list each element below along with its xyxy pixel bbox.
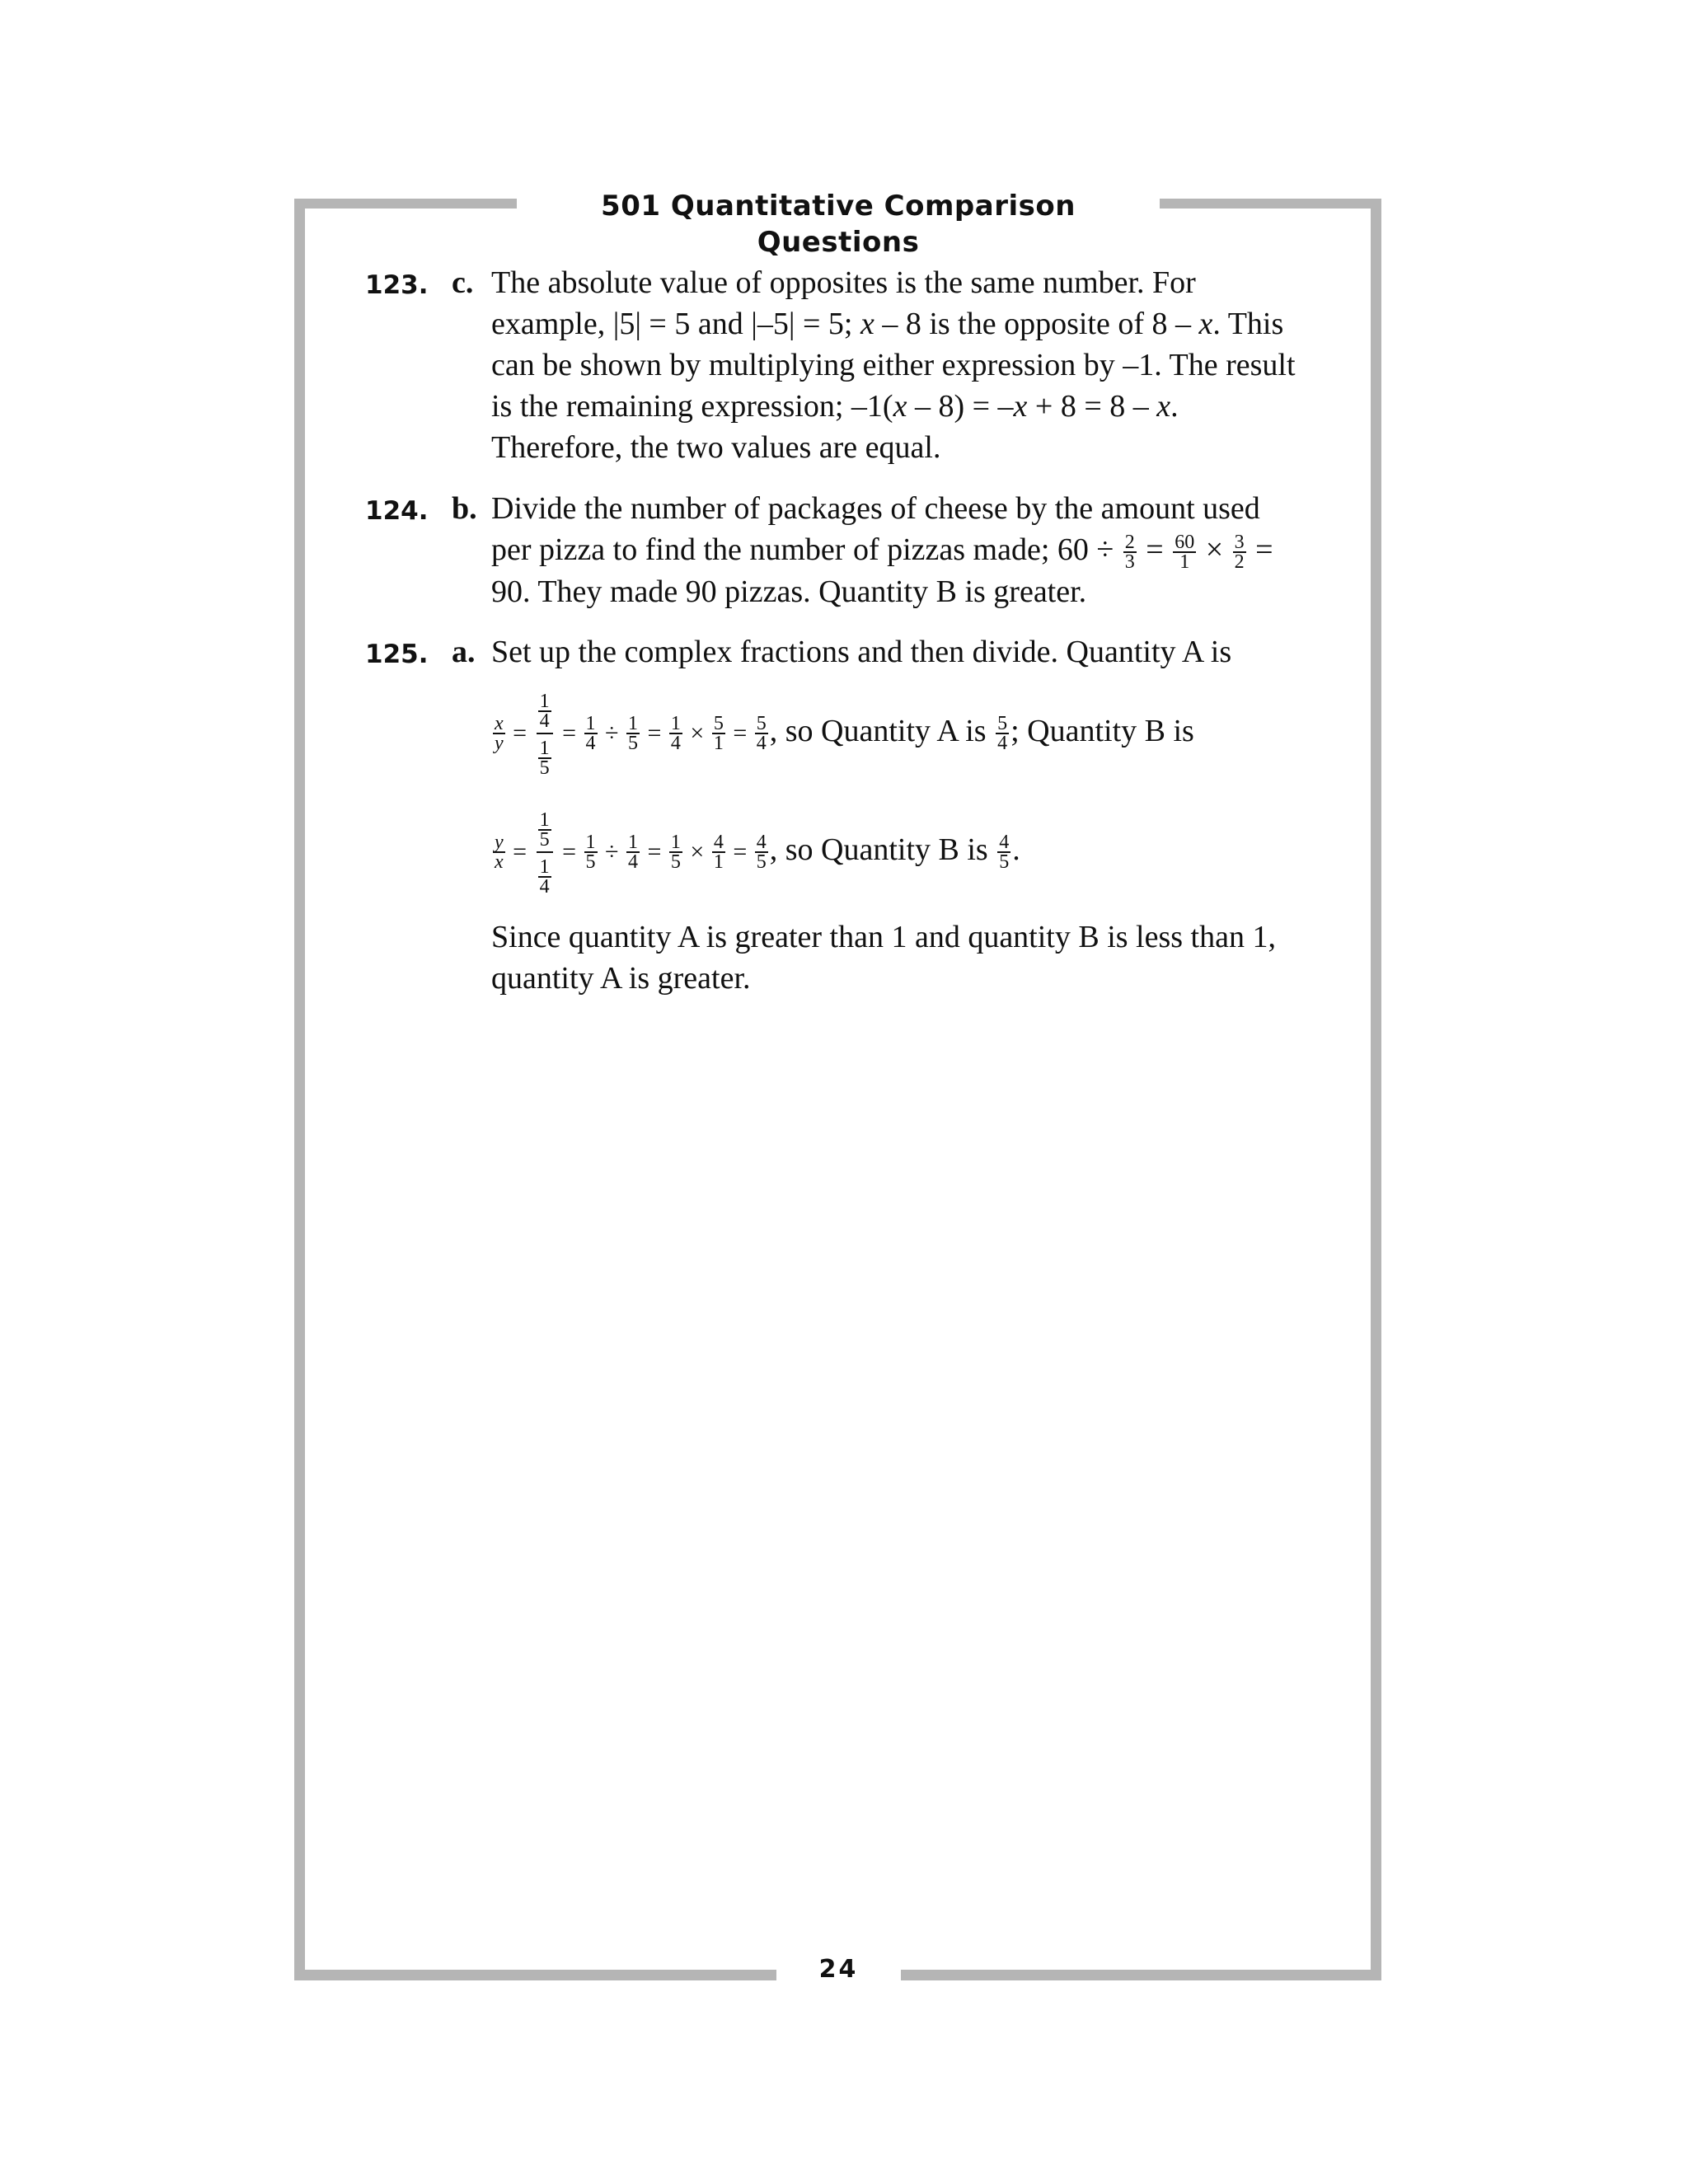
- variable: x: [860, 307, 874, 341]
- answer-letter: a.: [452, 635, 476, 669]
- frame-left: [294, 199, 305, 1980]
- numerator: 5: [756, 713, 767, 735]
- variable: x: [1198, 307, 1213, 341]
- numerator: y: [495, 832, 504, 854]
- fraction: [1123, 532, 1137, 574]
- text-run: + 8 = 8 –: [1027, 389, 1157, 424]
- text-line: [491, 303, 1340, 344]
- denominator: 2: [1234, 551, 1245, 574]
- complex-fraction-bottom: [537, 853, 553, 898]
- operator: ×: [1198, 532, 1231, 567]
- text-run: , so Quantity B is: [769, 832, 996, 867]
- fraction: [712, 832, 725, 874]
- operator: =: [506, 838, 533, 865]
- frame-bottom-left: [294, 1970, 776, 1980]
- denominator: 4: [627, 851, 638, 874]
- page-number: 24: [818, 1955, 859, 1984]
- denominator: y: [495, 733, 504, 755]
- denominator: 5: [999, 851, 1010, 874]
- denominator: 5: [585, 851, 596, 874]
- text-line: Since quantity A is greater than 1 and quantity B is less than 1,: [491, 920, 1276, 954]
- text-run: per pizza to find the number of pizzas made; 60 ÷: [491, 532, 1122, 567]
- complex-fraction: [537, 691, 553, 777]
- frame-top-right: [1160, 199, 1381, 209]
- operator: =: [556, 838, 583, 865]
- denominator: 4: [539, 875, 550, 898]
- frame-bottom-right: [901, 1970, 1381, 1980]
- denominator: 5: [670, 851, 681, 874]
- fraction: [1173, 532, 1196, 574]
- fraction: [626, 713, 640, 755]
- fraction: [538, 855, 551, 898]
- numerator: 1: [627, 713, 638, 735]
- question-number: 125.: [365, 640, 429, 669]
- text-line: [491, 529, 1340, 574]
- denominator: 1: [1179, 551, 1190, 574]
- fraction: [669, 832, 682, 874]
- operator: =: [640, 719, 668, 747]
- denominator: 4: [539, 710, 550, 733]
- denominator: 4: [585, 733, 596, 755]
- numerator: 1: [539, 691, 550, 713]
- numerator: 5: [997, 713, 1008, 735]
- text-run: . This: [1212, 307, 1284, 341]
- fraction: [584, 713, 598, 755]
- denominator: 5: [539, 829, 550, 851]
- operator: ÷: [598, 838, 625, 865]
- numerator: 1: [585, 832, 596, 854]
- text-run: example, |5| = 5 and |–5| = 5;: [491, 307, 860, 341]
- frame-right: [1371, 199, 1381, 1980]
- text-run: , so Quantity A is: [769, 714, 995, 748]
- operator: =: [1137, 532, 1172, 567]
- operator: =: [726, 719, 753, 747]
- equation-row-a: [491, 691, 1194, 777]
- fraction: [755, 832, 768, 874]
- denominator: 4: [756, 733, 767, 755]
- operator: =: [640, 838, 668, 865]
- answer-conclusion: [491, 916, 1340, 999]
- text-line: Set up the complex fractions and then divide. Quantity A is: [491, 635, 1232, 669]
- variable: x: [1156, 389, 1171, 424]
- denominator: 4: [670, 733, 681, 755]
- denominator: 5: [539, 757, 550, 779]
- numerator: x: [495, 713, 504, 735]
- numerator: 1: [670, 713, 681, 735]
- fraction: [493, 832, 505, 874]
- answer-explanation: [491, 262, 1340, 468]
- operator: ×: [683, 838, 710, 865]
- fraction: [538, 691, 551, 733]
- text-line: can be shown by multiplying either expression by –1. The result: [491, 348, 1296, 382]
- denominator: 3: [1124, 551, 1135, 574]
- denominator: x: [495, 851, 504, 874]
- operator: =: [726, 838, 753, 865]
- fraction: [669, 713, 682, 755]
- fraction: [493, 713, 505, 755]
- text-line: Therefore, the two values are equal.: [491, 430, 941, 465]
- operator: =: [506, 719, 533, 747]
- answer-explanation: [491, 488, 1340, 612]
- text-line: Divide the number of packages of cheese by the amount used: [491, 491, 1260, 526]
- fraction: [1233, 532, 1246, 574]
- answer-explanation: [491, 631, 1340, 673]
- numerator: 60: [1175, 532, 1195, 554]
- numerator: 1: [585, 713, 596, 735]
- denominator: 1: [713, 733, 724, 755]
- denominator: 1: [713, 851, 724, 874]
- numerator: 4: [999, 832, 1010, 854]
- numerator: 3: [1234, 532, 1245, 554]
- answer-letter: b.: [452, 491, 477, 526]
- running-header: 501 Quantitative Comparison Questions: [601, 190, 1076, 259]
- complex-fraction: [537, 809, 553, 896]
- complex-fraction-top: [537, 691, 553, 734]
- numerator: 1: [539, 809, 550, 832]
- question-number: 123.: [365, 270, 429, 300]
- denominator: 5: [756, 851, 767, 874]
- text-run: .: [1170, 389, 1179, 424]
- operator: ×: [683, 719, 710, 747]
- question-number: 124.: [365, 496, 429, 526]
- fraction: [755, 713, 768, 755]
- operator: =: [1247, 532, 1273, 567]
- text-line: [491, 386, 1340, 427]
- variable: x: [1013, 389, 1028, 424]
- fraction: [584, 832, 598, 874]
- fraction: [997, 832, 1010, 874]
- frame-top-left: [294, 199, 517, 209]
- numerator: 5: [713, 713, 724, 735]
- numerator: 1: [670, 832, 681, 854]
- fraction: [626, 832, 640, 874]
- operator: ÷: [598, 719, 625, 747]
- answer-letter: c.: [452, 265, 474, 300]
- complex-fraction-bottom: [537, 734, 553, 779]
- fraction: [996, 713, 1009, 755]
- fraction: [538, 739, 551, 777]
- numerator: 1: [539, 737, 550, 759]
- fraction: [538, 811, 551, 849]
- text-run: is the remaining expression; –1(: [491, 389, 893, 424]
- variable: x: [893, 389, 907, 424]
- text-run: – 8) = –: [907, 389, 1014, 424]
- numerator: 1: [539, 855, 550, 878]
- text-run: .: [1012, 832, 1020, 867]
- text-line: 90. They made 90 pizzas. Quantity B is greater.: [491, 574, 1087, 610]
- numerator: 4: [756, 832, 767, 854]
- complex-fraction-top: [537, 809, 553, 853]
- text-line: The absolute value of opposites is the same number. For: [491, 265, 1196, 300]
- text-line: quantity A is greater.: [491, 961, 751, 996]
- equation-row-b: [491, 809, 1020, 896]
- text-run: ; Quantity B is: [1010, 714, 1194, 748]
- text-run: – 8 is the opposite of 8 –: [874, 307, 1199, 341]
- numerator: 2: [1124, 532, 1135, 554]
- operator: =: [556, 719, 583, 747]
- denominator: 5: [627, 733, 638, 755]
- fraction: [712, 713, 725, 755]
- denominator: 4: [997, 733, 1008, 755]
- numerator: 1: [627, 832, 638, 854]
- numerator: 4: [713, 832, 724, 854]
